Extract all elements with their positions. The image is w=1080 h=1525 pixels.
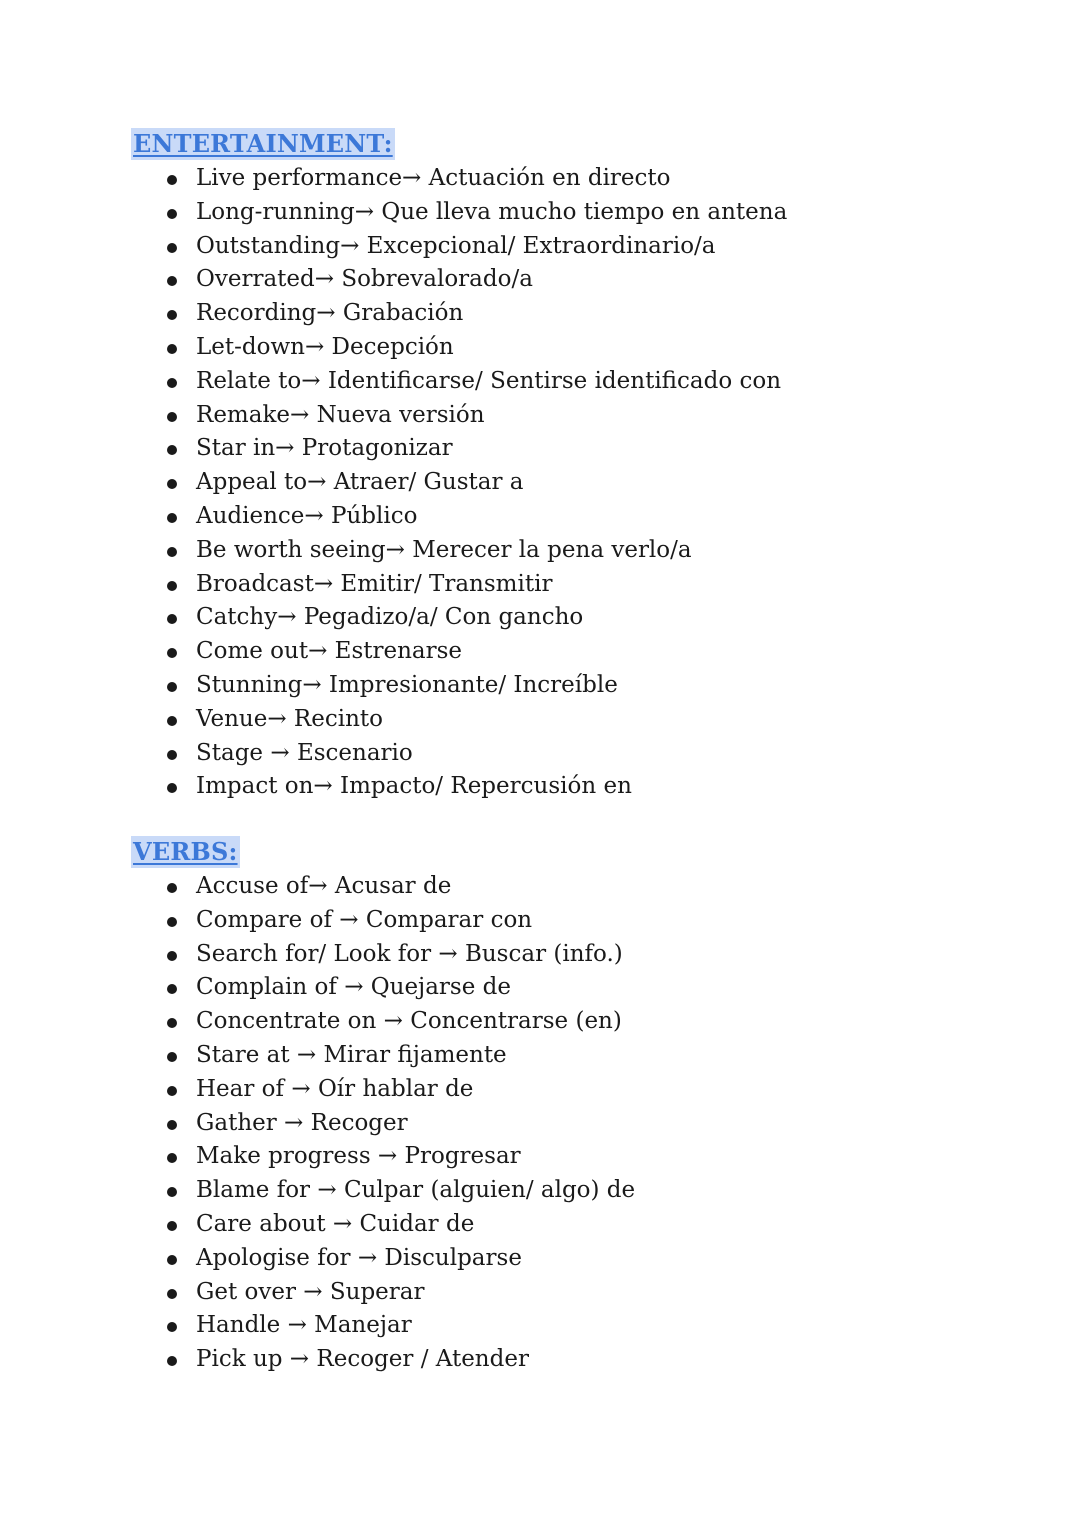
bullet-icon [167,1153,177,1163]
bullet-icon [167,1255,177,1265]
vocab-item [0,230,1080,264]
verbs-section [0,836,1080,1377]
vocab-item-text: Remake→ Nueva versión [196,401,485,428]
bullet-icon [167,175,177,185]
vocab-item-text: Compare of → Comparar con [196,906,533,933]
bullet-icon [167,310,177,320]
vocab-item [0,365,1080,399]
vocab-item [0,904,1080,938]
bullet-icon [167,716,177,726]
vocab-item [0,1242,1080,1276]
vocab-item [0,466,1080,500]
bullet-icon [167,682,177,692]
vocab-item-text: Gather → Recoger [196,1109,408,1136]
bullet-icon [167,243,177,253]
vocab-item [0,1208,1080,1242]
vocab-item-text: Be worth seeing→ Merecer la pena verlo/a [196,536,692,563]
vocab-item-text: Star in→ Protagonizar [196,435,453,462]
vocab-item [0,399,1080,433]
bullet-icon [167,1086,177,1096]
verbs-vocab-list [0,870,1080,1377]
bullet-icon [167,750,177,760]
vocab-item [0,635,1080,669]
vocab-item-text: Make progress → Progresar [196,1143,521,1170]
vocab-item [0,1140,1080,1174]
vocab-item [0,601,1080,635]
vocab-item [0,568,1080,602]
bullet-icon [167,783,177,793]
bullet-icon [167,513,177,523]
vocab-item-text: Come out→ Estrenarse [196,638,463,665]
vocab-item [0,703,1080,737]
bullet-icon [167,917,177,927]
verbs-heading: VERBS: [133,837,238,866]
bullet-icon [167,984,177,994]
vocab-item [0,669,1080,703]
bullet-icon [167,412,177,422]
vocab-item [0,1107,1080,1141]
vocab-item [0,1005,1080,1039]
vocab-item [0,263,1080,297]
vocab-item-text: Relate to→ Identificarse/ Sentirse identificado con [196,367,782,394]
vocab-item [0,938,1080,972]
vocab-item-text: Catchy→ Pegadizo/a/ Con gancho [196,604,584,631]
bullet-icon [167,614,177,624]
vocab-item [0,971,1080,1005]
entertainment-vocab-list [0,162,1080,804]
vocab-item [0,500,1080,534]
vocab-item-text: Venue→ Recinto [196,705,383,732]
bullet-icon [167,276,177,286]
vocab-item [0,196,1080,230]
vocab-item-text: Broadcast→ Emitir/ Transmitir [196,570,553,597]
bullet-icon [167,378,177,388]
bullet-icon [167,951,177,961]
vocab-item [0,1309,1080,1343]
vocab-item [0,1073,1080,1107]
bullet-icon [167,648,177,658]
vocab-item-text: Complain of → Quejarse de [196,974,511,1001]
vocab-item [0,162,1080,196]
vocab-item-text: Concentrate on → Concentrarse (en) [196,1008,622,1035]
bullet-icon [167,344,177,354]
vocab-item-text: Recording→ Grabación [196,300,464,327]
bullet-icon [167,1221,177,1231]
entertainment-heading: ENTERTAINMENT: [133,129,393,158]
vocab-item-text: Get over → Superar [196,1278,425,1305]
vocab-item [0,737,1080,771]
entertainment-section [0,128,1080,804]
bullet-icon [167,1187,177,1197]
bullet-icon [167,1018,177,1028]
vocab-item-text: Stunning→ Impresionante/ Increíble [196,671,618,698]
vocab-item-text: Pick up → Recoger / Atender [196,1346,529,1373]
bullet-icon [167,209,177,219]
vocab-item-text: Outstanding→ Excepcional/ Extraordinario/a [196,232,716,259]
bullet-icon [167,1356,177,1366]
bullet-icon [167,581,177,591]
vocab-item-text: Hear of → Oír hablar de [196,1075,474,1102]
vocab-item [0,297,1080,331]
bullet-icon [167,883,177,893]
vocab-item-text: Audience→ Público [196,502,418,529]
vocab-item-text: Search for/ Look for → Buscar (info.) [196,940,623,967]
vocab-item-text: Handle → Manejar [196,1312,412,1339]
vocab-item-text: Overrated→ Sobrevalorado/a [196,266,533,293]
vocab-item [0,432,1080,466]
vocab-item-text: Blame for → Culpar (alguien/ algo) de [196,1177,636,1204]
bullet-icon [167,1120,177,1130]
vocab-item-text: Stage → Escenario [196,739,413,766]
vocab-item [0,534,1080,568]
vocab-item [0,1039,1080,1073]
vocab-item-text: Live performance→ Actuación en directo [196,165,671,191]
bullet-icon [167,479,177,489]
vocab-item [0,331,1080,365]
vocab-item-text: Appeal to→ Atraer/ Gustar a [196,469,524,496]
vocab-item [0,770,1080,804]
vocab-item-text: Apologise for → Disculparse [196,1244,522,1271]
bullet-icon [167,1322,177,1332]
vocab-item [0,1276,1080,1310]
bullet-icon [167,1052,177,1062]
vocab-item-text: Impact on→ Impacto/ Repercusión en [196,773,632,800]
bullet-icon [167,445,177,455]
vocab-item-text: Accuse of→ Acusar de [196,873,452,899]
vocab-item [0,1174,1080,1208]
bullet-icon [167,1289,177,1299]
vocab-item-text: Care about → Cuidar de [196,1210,475,1237]
vocab-item [0,870,1080,904]
vocab-item-text: Long-running→ Que lleva mucho tiempo en antena [196,198,788,225]
vocab-item-text: Stare at → Mirar fijamente [196,1041,507,1068]
bullet-icon [167,547,177,557]
vocab-item [0,1343,1080,1377]
vocab-item-text: Let-down→ Decepción [196,333,454,360]
